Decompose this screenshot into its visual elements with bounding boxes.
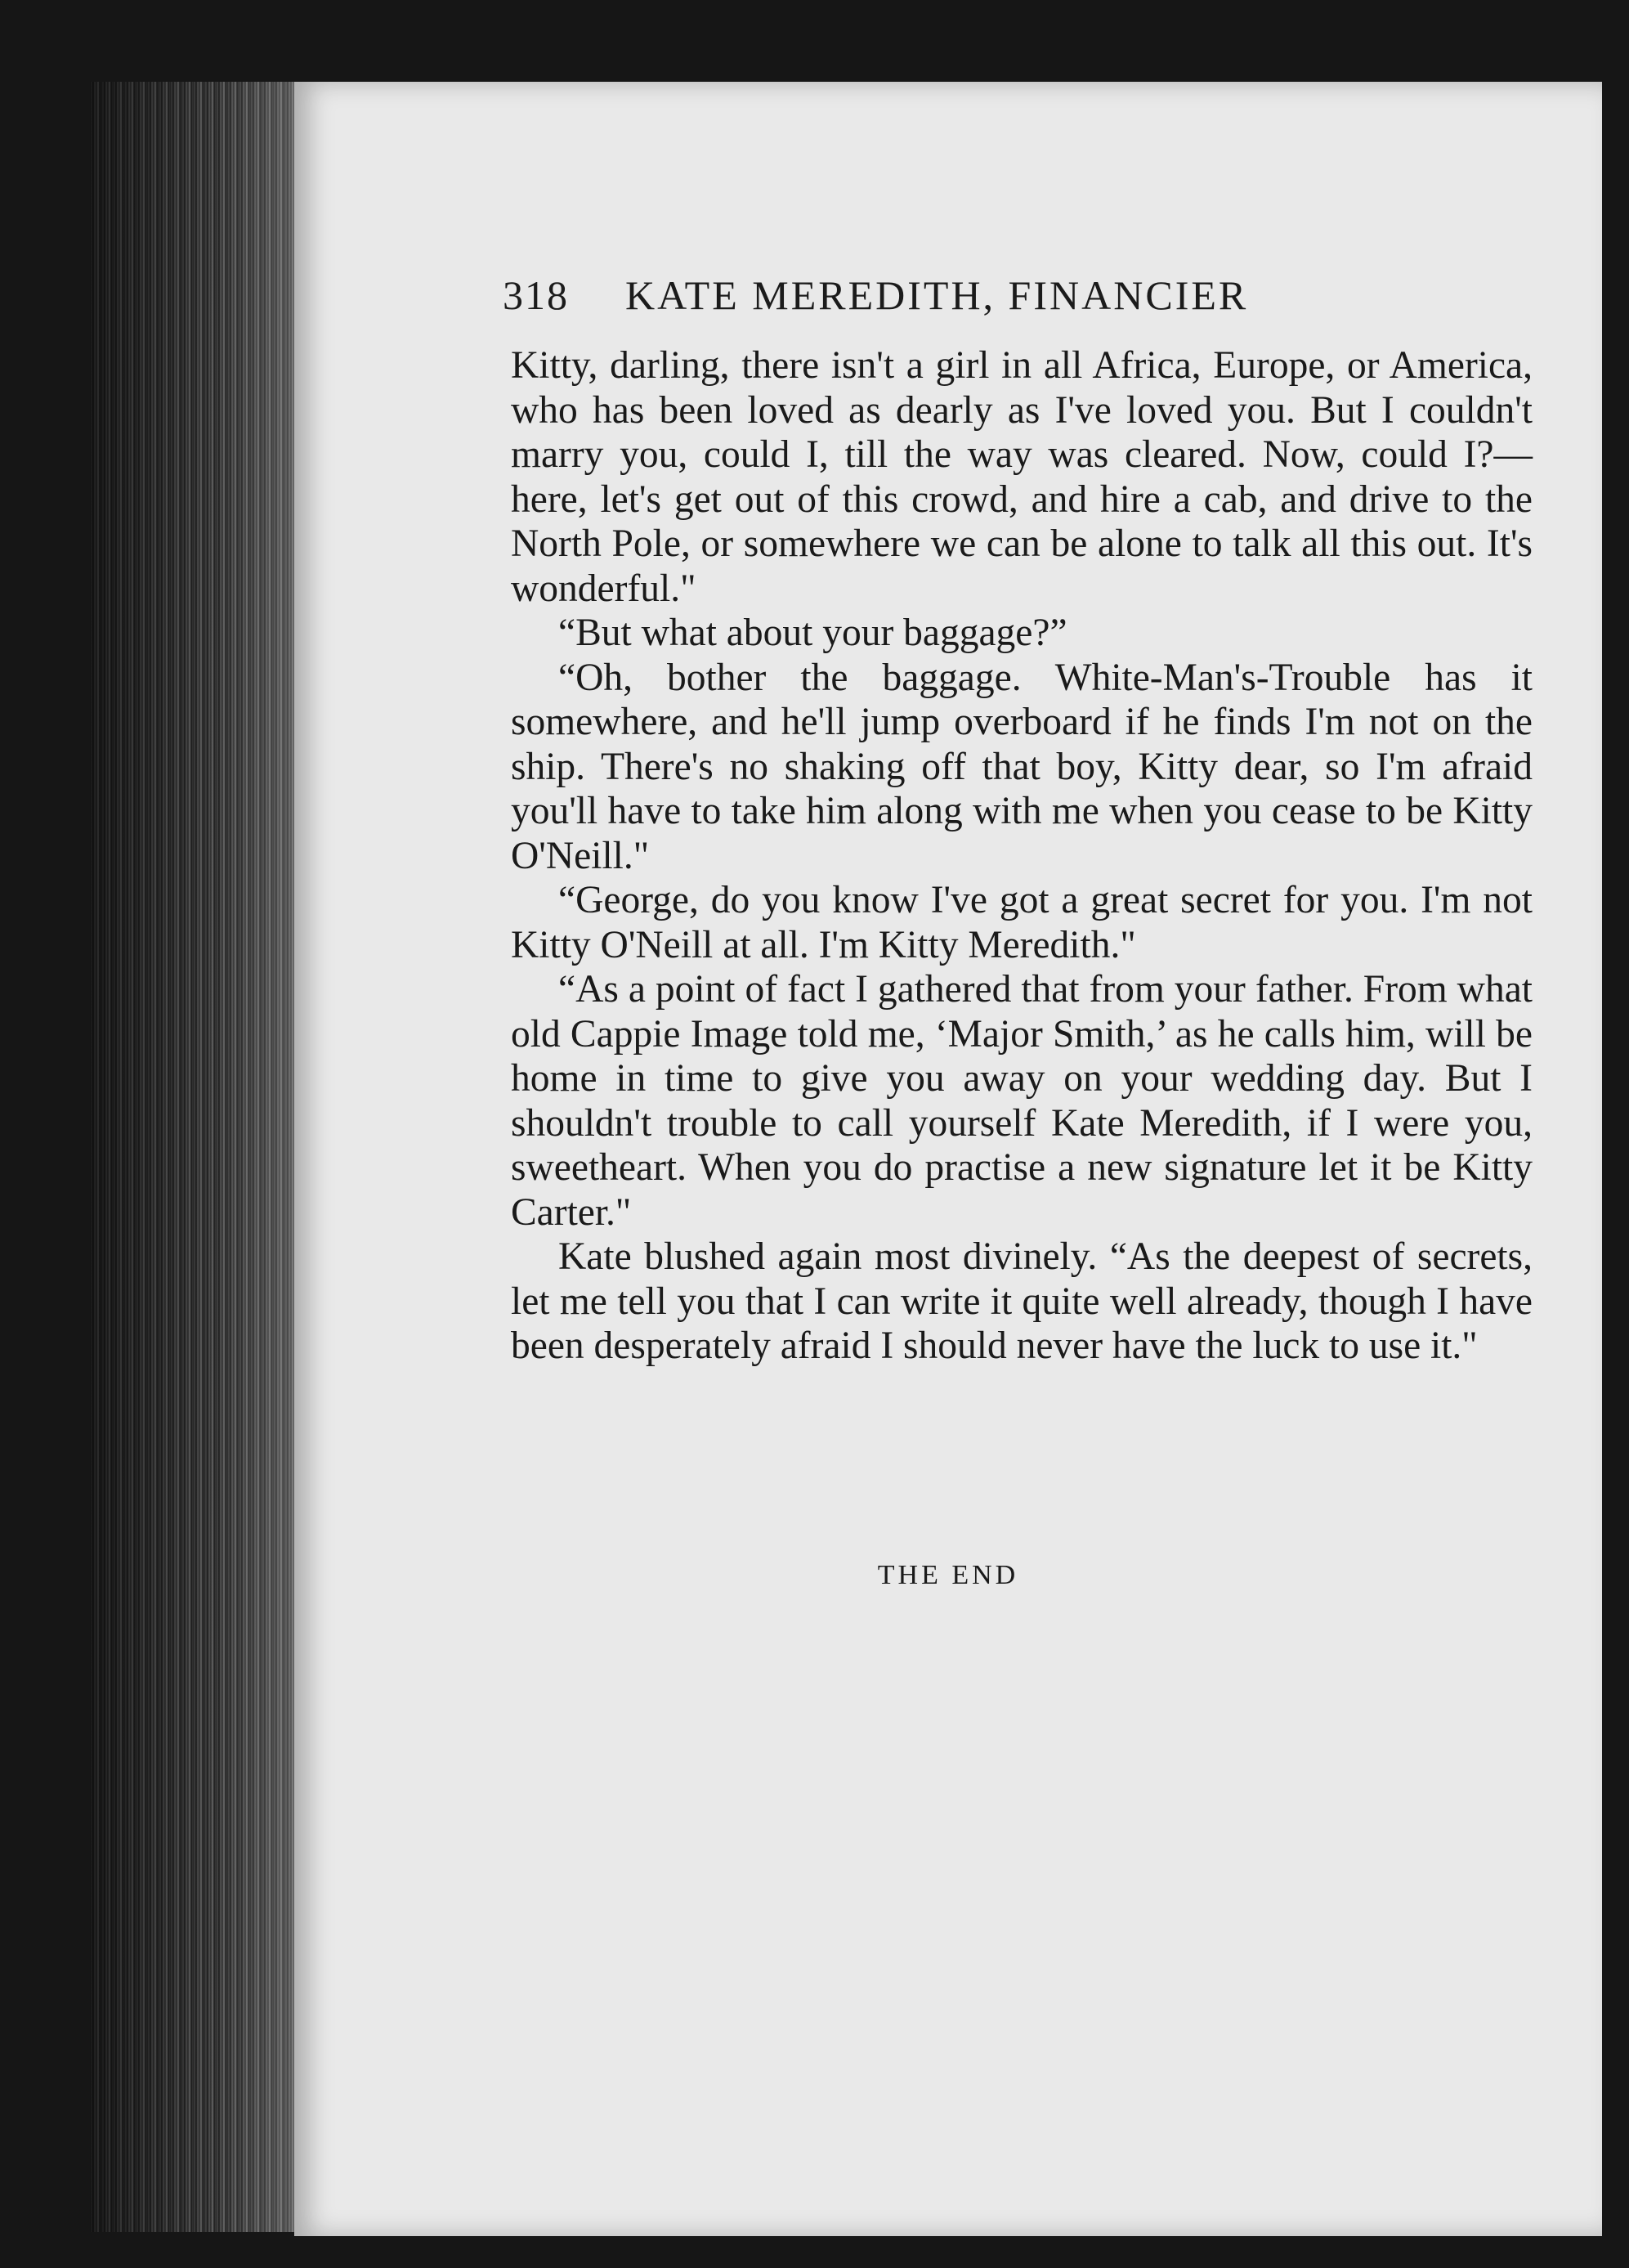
- paragraph: “As a point of fact I gathered that from your father. From what old Cappie Image told me, ‘Major Smith,’ as he calls him, will be home in time to give you away on your wedding day. But I shouldn't trouble to call yourself Kate Meredith, if I were you, sweetheart. When you do practise a new signature let it be Kitty Carter.": [511, 968, 1533, 1234]
- paragraph: “George, do you know I've got a great secret for you. I'm not Kitty O'Neill at all. I'm Kitty Meredith.": [511, 879, 1533, 966]
- paragraph: Kate blushed again most divinely. “As the deepest of secrets, let me tell you that I can write it quite well already, though I have been desperately afraid I should never have the luck to use it.": [511, 1235, 1533, 1367]
- running-head: [503, 271, 1418, 319]
- paragraph: “But what about your baggage?”: [558, 612, 1067, 654]
- paragraph: Kitty, darling, there isn't a girl in all Africa, Europe, or America, who has been loved as dearly as I've loved you. But I couldn't marry you, could I, till the way was cleared. Now, could I?—here, let's get out of this crowd, and hire a cab, and drive to the North Pole, or somewhere we can be alone to talk all this out. It's wonderful.": [511, 344, 1533, 610]
- page-number: 318: [503, 272, 569, 318]
- book-page-edges: [90, 82, 327, 2232]
- book-title: KATE MEREDITH, FINANCIER: [625, 272, 1249, 318]
- paragraph: “Oh, bother the baggage. White-Man's-Trouble has it somewhere, and he'll jump overboard if he finds I'm not on the ship. There's no shaking off that boy, Kitty dear, so I'm afraid you'll have to take him along with me when you cease to be Kitty O'Neill.": [511, 656, 1533, 877]
- book-page: [294, 82, 1602, 2236]
- the-end-label: THE END: [877, 1560, 1019, 1590]
- body-text: [511, 343, 1533, 1369]
